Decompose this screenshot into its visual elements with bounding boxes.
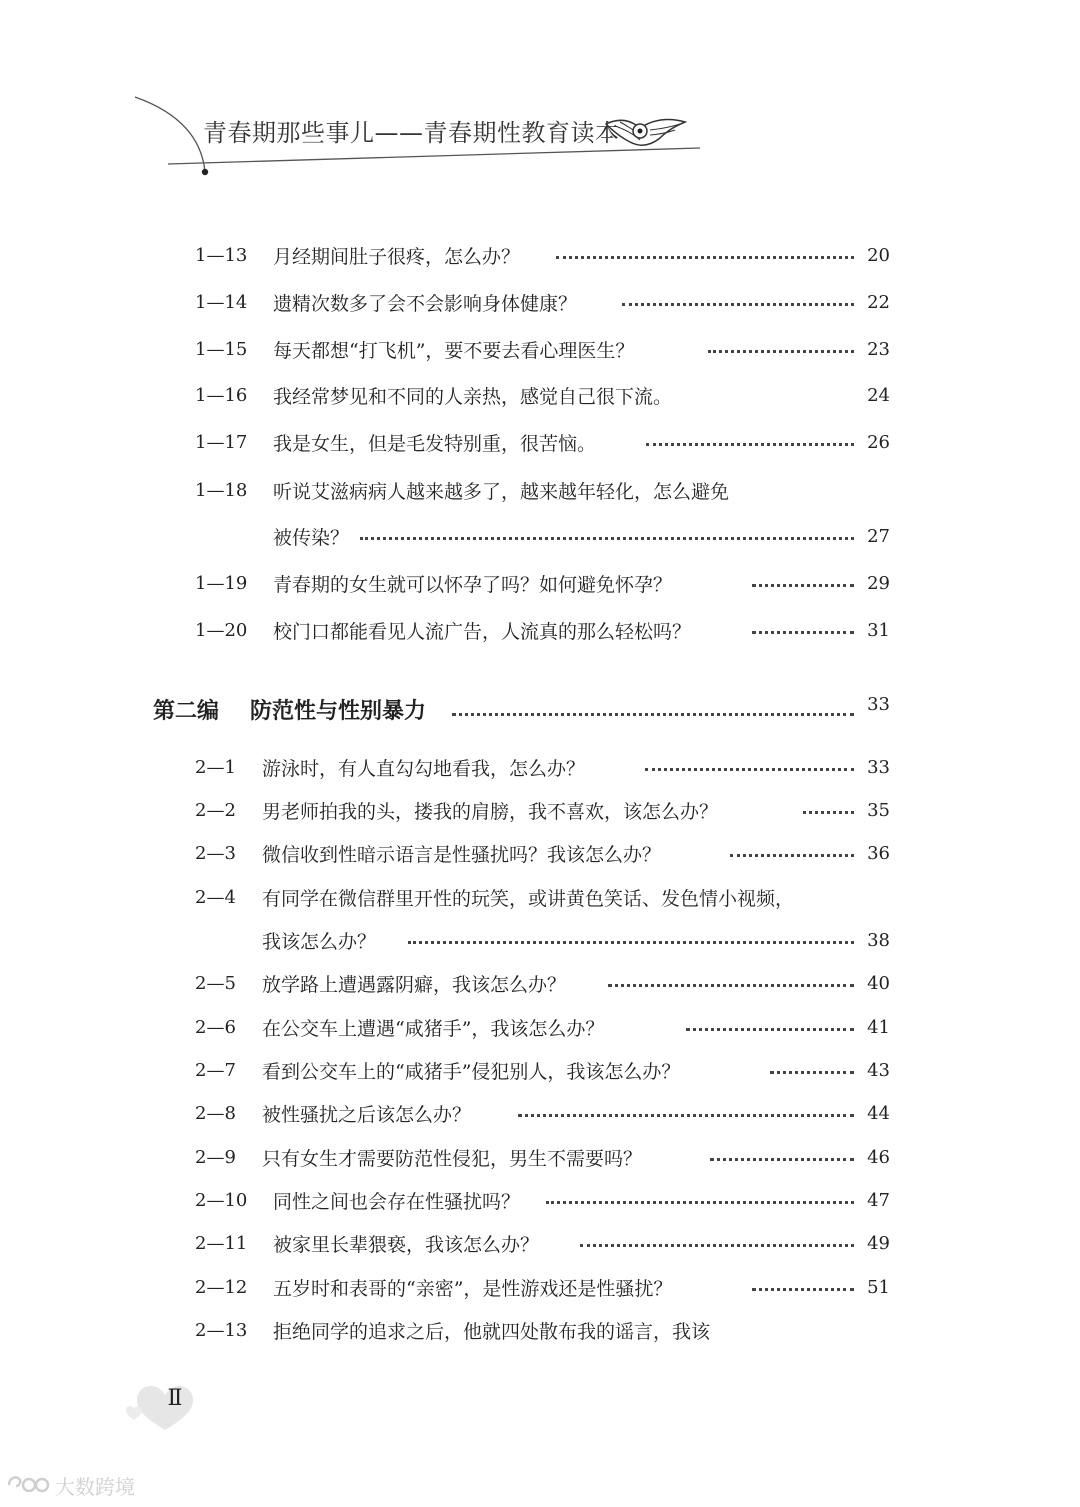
toc-entry-title: 遗精次数多了会不会影响身体健康？ <box>273 292 578 315</box>
toc-entry-title: 校门口都能看见人流广告，人流真的那么轻松吗？ <box>273 620 692 643</box>
toc-entry-page: 38 <box>867 929 890 951</box>
dot-leader <box>608 984 854 987</box>
dot-leader <box>803 811 854 814</box>
toc-entry-title: 同性之间也会存在性骚扰吗？ <box>273 1190 521 1213</box>
watermark-logo-icon <box>5 1473 51 1497</box>
toc-entry-page: 27 <box>867 525 890 547</box>
toc-entry-title: 看到公交车上的“咸猪手”侵犯别人，我该怎么办？ <box>262 1060 681 1083</box>
toc-entry-number: 2—8 <box>195 1102 236 1124</box>
toc-entry-page: 47 <box>867 1189 890 1211</box>
dot-leader <box>710 1158 854 1161</box>
toc-entry-page: 26 <box>867 431 890 453</box>
toc-entry-page: 22 <box>867 291 890 313</box>
toc-entry-number: 2—4 <box>195 886 236 908</box>
toc-entry-page: 40 <box>867 972 890 994</box>
section-title: 防范性与性别暴力 <box>250 699 427 724</box>
dot-leader <box>730 854 854 857</box>
toc-entry-title: 被家里长辈猥亵，我该怎么办？ <box>273 1233 540 1256</box>
toc-entry-page: 51 <box>867 1276 890 1298</box>
toc-entry-title-continued: 被传染？ <box>273 526 350 549</box>
toc-entry-page: 29 <box>867 572 890 594</box>
dot-leader <box>452 713 854 716</box>
section-heading[interactable] <box>0 694 1080 730</box>
toc-entry-number: 2—7 <box>195 1059 236 1081</box>
section-page: 33 <box>867 694 890 715</box>
toc-entry-page: 44 <box>867 1102 890 1124</box>
toc-entry-page: 41 <box>867 1016 890 1038</box>
dot-leader <box>752 631 854 634</box>
toc-entry-title: 拒绝同学的追求之后，他就四处散布我的谣言，我该 <box>273 1320 711 1343</box>
toc-entry-number: 1—20 <box>195 619 248 641</box>
toc-entry-number: 2—2 <box>195 799 236 821</box>
toc-entry-page: 35 <box>867 799 890 821</box>
dot-leader <box>752 584 854 587</box>
dot-leader <box>622 303 854 306</box>
dot-leader <box>556 256 854 259</box>
dot-leader <box>646 443 854 446</box>
running-header-title: 青春期那些事儿——青春期性教育读本 <box>203 119 620 147</box>
dot-leader <box>546 1201 854 1204</box>
dot-leader <box>708 350 854 353</box>
toc-entry-title: 青春期的女生就可以怀孕了吗？如何避免怀孕？ <box>273 573 673 596</box>
section-label: 第二编 <box>153 699 220 724</box>
toc-entry-title: 我经常梦见和不同的人亲热，感觉自己很下流。 <box>273 385 673 408</box>
toc-entry-number: 2—1 <box>195 756 236 778</box>
toc-entry-page: 23 <box>867 338 890 360</box>
toc-entry-number: 2—11 <box>195 1232 248 1254</box>
toc-entry-number: 2—9 <box>195 1146 236 1168</box>
toc-entry-number: 2—3 <box>195 842 236 864</box>
dot-leader <box>770 1071 854 1074</box>
toc-entry-number: 1—17 <box>195 431 248 453</box>
toc-entry-number: 1—13 <box>195 244 248 266</box>
toc-entry-title: 微信收到性暗示语言是性骚扰吗？我该怎么办？ <box>262 843 662 866</box>
header-decoration <box>0 0 1080 200</box>
toc-entry-title: 在公交车上遭遇“咸猪手”，我该怎么办？ <box>262 1017 605 1040</box>
dot-leader <box>408 941 854 944</box>
toc-entry-title: 我是女生，但是毛发特别重，很苦恼。 <box>273 432 597 455</box>
toc-entry-title: 只有女生才需要防范性侵犯，男生不需要吗？ <box>262 1147 643 1170</box>
toc-entry-page: 49 <box>867 1232 890 1254</box>
dot-leader <box>580 1244 854 1247</box>
toc-entry-page: 31 <box>867 619 890 641</box>
toc-entry-number: 1—15 <box>195 338 248 360</box>
toc-entry-page: 33 <box>867 756 890 778</box>
toc-entry-number: 1—14 <box>195 291 248 313</box>
toc-entry-number: 2—13 <box>195 1319 248 1341</box>
toc-entry-number: 2—6 <box>195 1016 236 1038</box>
watermark <box>5 1470 135 1500</box>
toc-entry-number: 1—18 <box>195 479 248 501</box>
dot-leader <box>360 537 854 540</box>
toc-entry-title: 放学路上遭遇露阴癖，我该怎么办？ <box>262 973 567 996</box>
dot-leader <box>752 1288 854 1291</box>
toc-entry-title: 男老师拍我的头，搂我的肩膀，我不喜欢，该怎么办？ <box>262 800 719 823</box>
toc-entry-number: 1—19 <box>195 572 248 594</box>
watermark-text: 大数跨境 <box>55 1474 135 1499</box>
toc-entry-page: 43 <box>867 1059 890 1081</box>
dot-leader <box>645 768 854 771</box>
toc-entry-page: 24 <box>867 384 890 406</box>
toc-entry-title-continued: 我该怎么办？ <box>262 930 377 953</box>
dot-leader <box>686 1028 854 1031</box>
toc-entry-title: 被性骚扰之后该怎么办？ <box>262 1103 472 1126</box>
toc-entry-title: 每天都想“打飞机”，要不要去看心理医生？ <box>273 339 635 362</box>
toc-entry-page: 20 <box>867 244 890 266</box>
toc-entry-page: 36 <box>867 842 890 864</box>
toc-entry-number: 2—5 <box>195 972 236 994</box>
toc-entry-number: 2—12 <box>195 1276 248 1298</box>
toc-entry-title: 听说艾滋病病人越来越多了，越来越年轻化，怎么避免 <box>273 480 730 503</box>
toc-entry-title: 五岁时和表哥的“亲密”，是性游戏还是性骚扰？ <box>273 1277 673 1300</box>
toc-entry-title: 有同学在微信群里开性的玩笑，或讲黄色笑话、发色情小视频， <box>262 887 795 910</box>
toc-entry-number: 2—10 <box>195 1189 248 1211</box>
page-number: Ⅱ <box>167 1386 183 1411</box>
dot-leader <box>518 1114 854 1117</box>
toc-entry-page: 46 <box>867 1146 890 1168</box>
toc-entry-title: 月经期间肚子很疼，怎么办？ <box>273 245 521 268</box>
toc-entry-number: 1—16 <box>195 384 248 406</box>
toc-entry-title: 游泳时，有人直勾勾地看我，怎么办？ <box>262 757 586 780</box>
